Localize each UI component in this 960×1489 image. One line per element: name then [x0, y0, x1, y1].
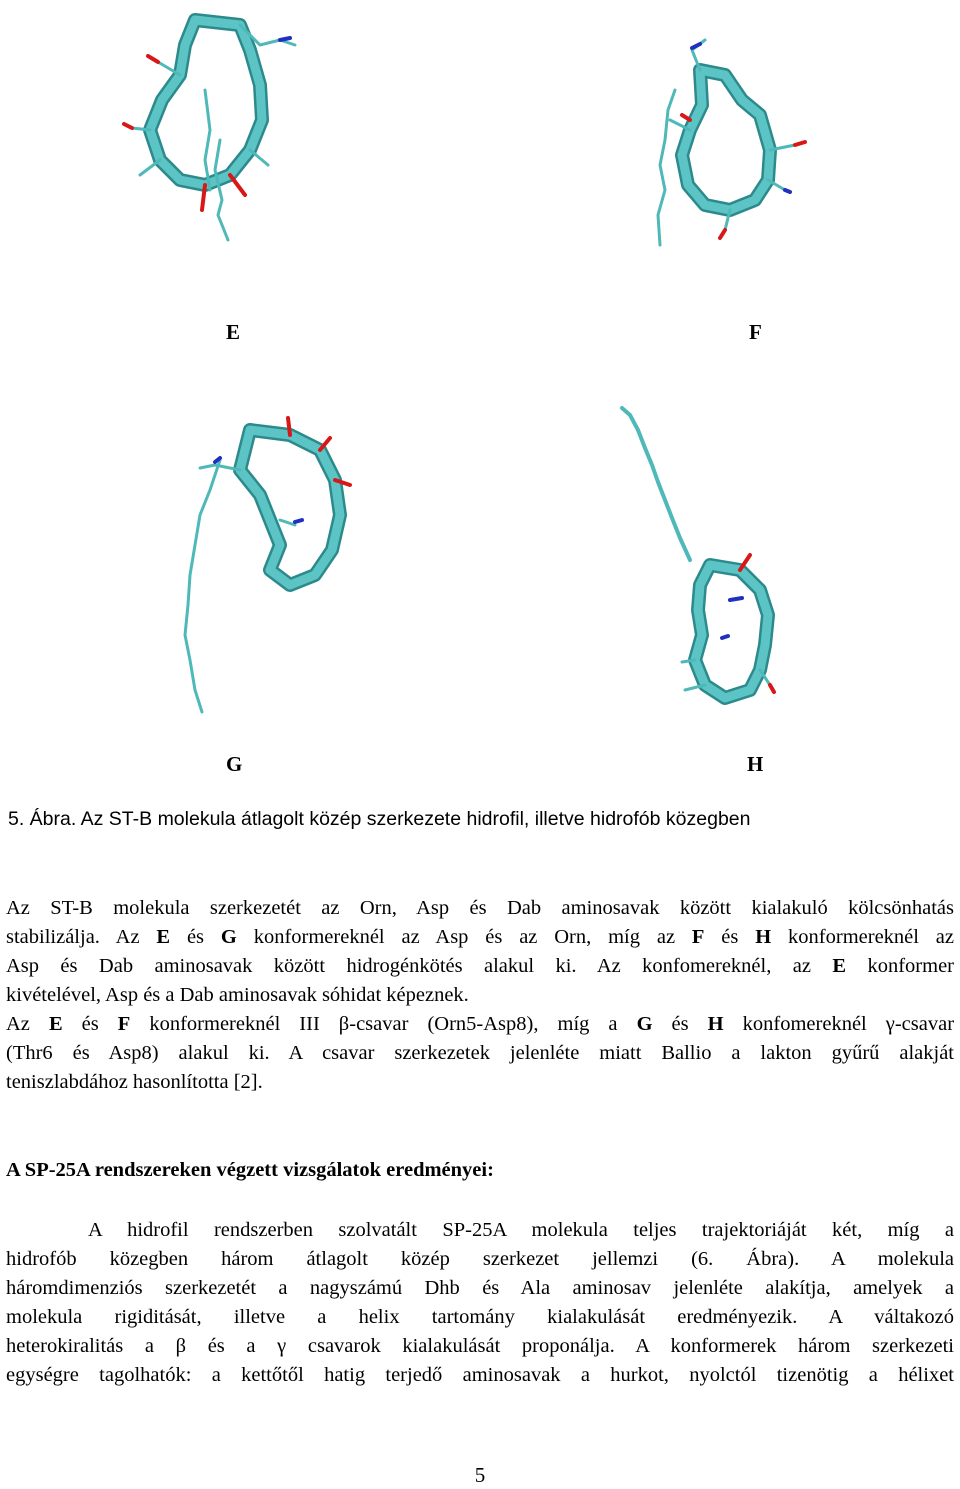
text-line: egységre tagolhatók: a kettőtől hatig terjedő aminosavak a hurkot, nyolctól tizenötig a hélixet	[6, 1364, 954, 1386]
text-line: Az ST-B molekula szerkezetét az Orn, Asp és Dab aminosavak között kialakuló kölcsönhatás	[6, 897, 954, 919]
text-line: hidrofób közegben három átlagolt közép szerkezet jellemzi (6. Ábra). A molekula	[6, 1248, 954, 1270]
text-line: heterokiralitás a β és a γ csavarok kialakulását proponálja. A konformerek három szerkezeti	[6, 1335, 954, 1357]
text-line: Az E és F konformereknél III β-csavar (Orn5-Asp8), míg a G és H konfomereknél γ-csavar	[6, 1013, 955, 1035]
text-line: stabilizálja. Az E és G konformereknél az Asp és az Orn, míg az F és H konformereknél az	[6, 926, 955, 948]
text-line: Asp és Dab aminosavak között hidrogénkötés alakul ki. Az konfomereknél, az E konformer	[6, 955, 954, 977]
panel-label-g: G	[226, 752, 243, 776]
panel-label-e: E	[226, 320, 241, 344]
panel-label-h: H	[747, 752, 764, 776]
text-line: háromdimenziós szerkezetét a nagyszámú Dhb és Ala aminosav jelenléte alakítja, amelyek a	[6, 1277, 954, 1299]
paragraph-2	[6, 1216, 954, 1390]
text-line: (Thr6 és Asp8) alakul ki. A csavar szerkezetek jelenléte miatt Ballio a lakton gyűrű alakját	[6, 1042, 954, 1064]
figure-caption: 5. Ábra. Az ST-B molekula átlagolt közép szerkezete hidrofil, illetve hidrofób közegben	[8, 808, 751, 830]
text-line: molekula rigiditását, illetve a helix tartomány kialakulását eredményezik. A váltakozó	[6, 1306, 954, 1328]
panel-label-f: F	[749, 320, 762, 344]
molecule-f	[630, 20, 850, 260]
molecule-g	[170, 400, 380, 720]
paragraph-1	[6, 894, 954, 1097]
text-line: teniszlabdához hasonlította [2].	[6, 1071, 263, 1093]
molecule-h	[610, 400, 790, 730]
page-number: 5	[474, 1463, 486, 1487]
section-heading: A SP-25A rendszereken végzett vizsgálatok eredményei:	[6, 1159, 494, 1181]
text-line: kivételével, Asp és a Dab aminosavak sóhidat képeznek.	[6, 984, 469, 1006]
molecule-e	[110, 0, 340, 250]
text-line: A hidrofil rendszerben szolvatált SP-25A molekula teljes trajektoriáját két, míg a	[6, 1219, 954, 1241]
